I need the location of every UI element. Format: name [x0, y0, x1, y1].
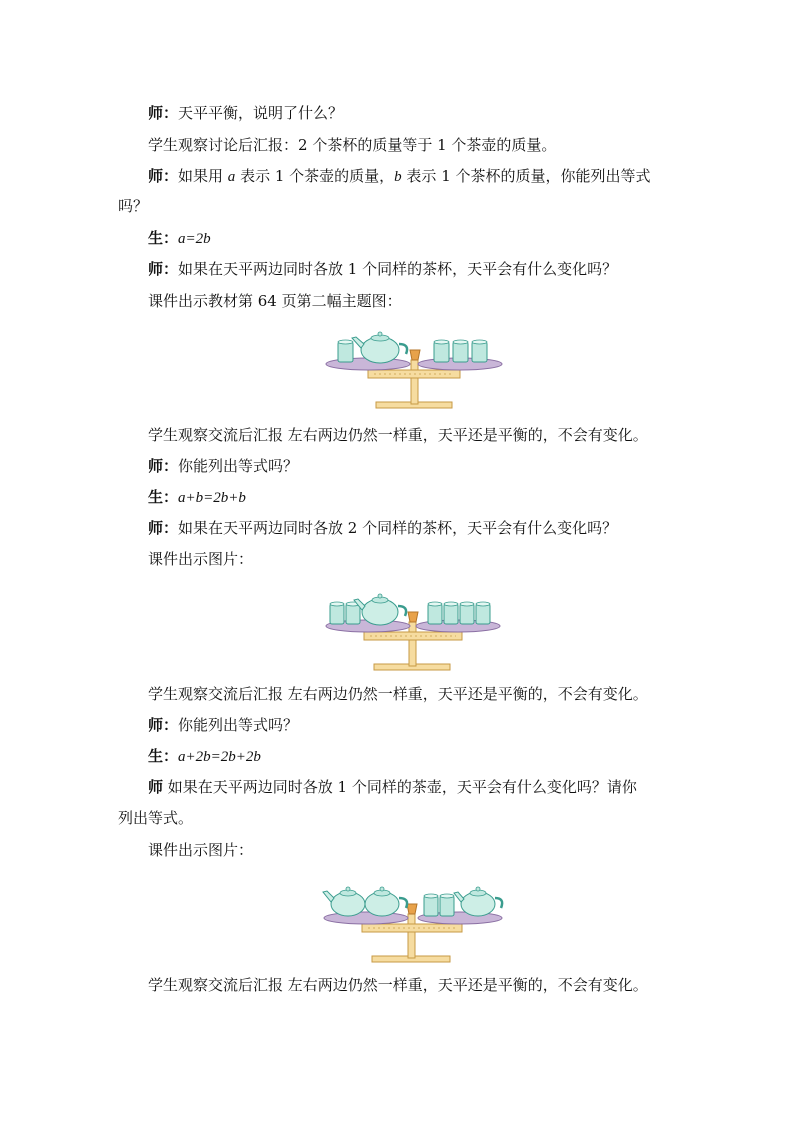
left-pan	[324, 912, 408, 924]
balance-scale-illustration-2	[324, 580, 504, 672]
line-text: 表示 1 个茶杯的质量，你能列出等式	[401, 167, 651, 185]
equation: a=2b	[178, 231, 211, 247]
speaker-student: 生：	[148, 747, 179, 765]
line-text: 如果用	[178, 167, 228, 185]
line-text: 如果在天平两边同时各放 1 个同样的茶杯，天平会有什么变化吗？	[178, 260, 618, 278]
teacup-icon	[460, 602, 474, 624]
line-text: 表示 1 个茶壶的质量，	[235, 167, 395, 185]
speaker-teacher: 师：	[148, 519, 179, 537]
speaker-teacher: 师：	[148, 457, 179, 475]
teacup-icon	[476, 602, 490, 624]
variable-b: b	[394, 169, 402, 185]
dialogue-line-1	[148, 103, 343, 123]
line-text: 学生观察交流后汇报 左右两边仍然一样重，天平还是平衡的，不会有变化。	[148, 685, 648, 703]
line-text: 如果在天平两边同时各放 1 个同样的茶壶，天平会有什么变化吗？请你	[163, 778, 637, 796]
dialogue-line-9	[148, 487, 246, 508]
line-text: 你能列出等式吗？	[178, 716, 299, 734]
line-text: 学生观察交流后汇报 左右两边仍然一样重，天平还是平衡的，不会有变化。	[148, 426, 648, 444]
speaker-teacher: 师：	[148, 716, 179, 734]
speaker-teacher: 师：	[148, 167, 179, 185]
dialogue-line-5	[148, 259, 617, 279]
balance-scale-illustration-1	[322, 320, 506, 410]
speaker-teacher: 师：	[148, 104, 179, 122]
line-text: 天平平衡，说明了什么？	[178, 104, 344, 122]
teacup-icon	[330, 602, 344, 624]
dialogue-line-14	[148, 746, 261, 767]
line-text: 课件出示教材第 64 页第二幅主题图：	[148, 292, 402, 310]
line-text: 你能列出等式吗？	[178, 457, 299, 475]
dialogue-line-15	[148, 777, 637, 797]
dialogue-line-12	[148, 684, 648, 704]
dialogue-line-3-continued	[118, 196, 148, 216]
dialogue-line-16	[148, 840, 253, 860]
equation: a+2b=2b+2b	[178, 749, 261, 765]
teacup-icon	[453, 340, 468, 362]
balance-scale-illustration-3	[318, 872, 510, 964]
dialogue-line-13	[148, 715, 298, 735]
teapot-icon	[323, 887, 365, 916]
line-text: 学生观察讨论后汇报：2 个茶杯的质量等于 1 个茶壶的质量。	[148, 136, 557, 154]
teacup-icon	[424, 894, 438, 916]
teacup-icon	[434, 340, 449, 362]
speaker-student: 生：	[148, 229, 179, 247]
equation: a+b=2b+b	[178, 490, 246, 506]
teacup-icon	[472, 340, 487, 362]
teacup-icon	[428, 602, 442, 624]
line-text: 课件出示图片：	[148, 550, 254, 568]
dialogue-line-15-continued	[118, 808, 193, 828]
line-text: 课件出示图片：	[148, 841, 254, 859]
dialogue-line-6	[148, 291, 402, 311]
teacup-icon	[338, 340, 353, 362]
speaker-student: 生：	[148, 488, 179, 506]
dialogue-line-17	[148, 975, 648, 995]
dialogue-line-10	[148, 518, 617, 538]
speaker-teacher: 师：	[148, 260, 179, 278]
dialogue-line-4	[148, 228, 211, 249]
dialogue-line-8	[148, 456, 298, 476]
teacup-icon	[440, 894, 454, 916]
line-text: 列出等式。	[118, 809, 194, 827]
variable-a: a	[227, 169, 236, 185]
dialogue-line-2	[148, 135, 556, 155]
line-text: 学生观察交流后汇报 左右两边仍然一样重，天平还是平衡的，不会有变化。	[148, 976, 648, 994]
dialogue-line-3	[148, 166, 651, 187]
teapot-icon	[365, 887, 407, 916]
line-text: 吗？	[118, 197, 149, 215]
dialogue-line-7	[148, 425, 648, 445]
teacup-icon	[444, 602, 458, 624]
line-text: 如果在天平两边同时各放 2 个同样的茶杯，天平会有什么变化吗？	[178, 519, 618, 537]
dialogue-line-11	[148, 549, 253, 569]
speaker-teacher: 师	[148, 778, 164, 796]
